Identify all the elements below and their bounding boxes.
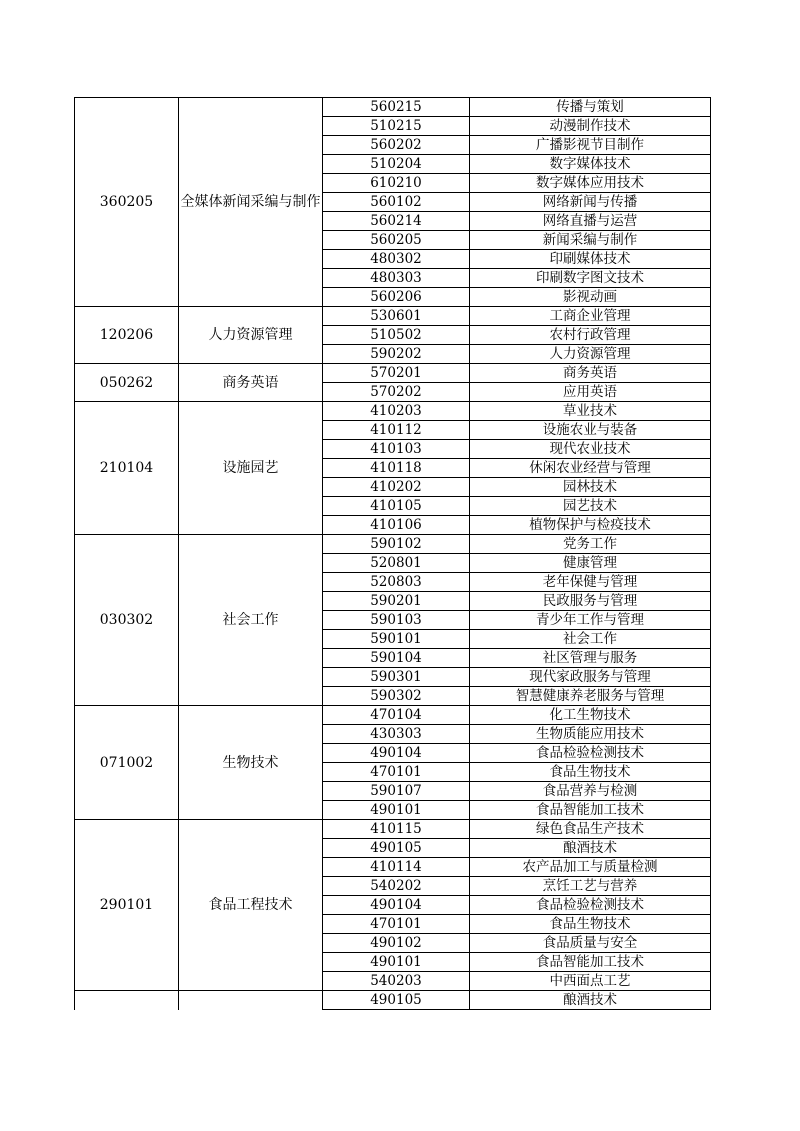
major-code-cell: 490105 [323,839,470,858]
group-name-cell [179,991,323,1010]
major-name-cell: 工商企业管理 [470,307,711,326]
group-name-cell: 人力资源管理 [179,307,323,364]
major-name-cell: 植物保护与检疫技术 [470,516,711,535]
major-code-cell: 410118 [323,459,470,478]
major-code-cell: 490105 [323,991,470,1010]
major-name-cell: 酿酒技术 [470,839,711,858]
group-code-cell [75,991,179,1010]
major-name-cell: 商务英语 [470,364,711,383]
major-name-cell: 草业技术 [470,402,711,421]
group-name-cell: 生物技术 [179,706,323,820]
group-name-cell: 社会工作 [179,535,323,706]
major-name-cell: 广播影视节目制作 [470,136,711,155]
table-row [75,402,711,421]
major-code-cell: 510502 [323,326,470,345]
major-code-cell: 520801 [323,554,470,573]
group-code-cell: 360205 [75,98,179,307]
major-name-cell: 社区管理与服务 [470,649,711,668]
major-name-cell: 人力资源管理 [470,345,711,364]
major-code-cell: 490104 [323,896,470,915]
major-code-cell: 560206 [323,288,470,307]
group-name-cell: 食品工程技术 [179,820,323,991]
major-code-cell: 570202 [323,383,470,402]
major-name-cell: 食品质量与安全 [470,934,711,953]
major-code-cell: 490101 [323,801,470,820]
major-name-cell: 绿色食品生产技术 [470,820,711,839]
major-name-cell: 数字媒体技术 [470,155,711,174]
major-code-cell: 510204 [323,155,470,174]
major-mapping-table [74,97,711,1010]
major-code-cell: 560214 [323,212,470,231]
major-code-cell: 410203 [323,402,470,421]
table-row [75,98,711,117]
major-name-cell: 党务工作 [470,535,711,554]
major-name-cell: 现代农业技术 [470,440,711,459]
major-code-cell: 590302 [323,687,470,706]
major-code-cell: 610210 [323,174,470,193]
major-name-cell: 农产品加工与质量检测 [470,858,711,877]
major-name-cell: 酿酒技术 [470,991,711,1010]
major-name-cell: 民政服务与管理 [470,592,711,611]
major-name-cell: 网络新闻与传播 [470,193,711,212]
major-code-cell: 470101 [323,915,470,934]
major-name-cell: 印刷数字图文技术 [470,269,711,288]
major-code-cell: 590201 [323,592,470,611]
major-code-cell: 590301 [323,668,470,687]
major-name-cell: 影视动画 [470,288,711,307]
major-code-cell: 560205 [323,231,470,250]
major-name-cell: 食品检验检测技术 [470,744,711,763]
table-row [75,535,711,554]
table-row [75,364,711,383]
major-code-cell: 560202 [323,136,470,155]
major-name-cell: 健康管理 [470,554,711,573]
major-code-cell: 540203 [323,972,470,991]
major-name-cell: 网络直播与运营 [470,212,711,231]
group-code-cell: 290101 [75,820,179,991]
major-name-cell: 社会工作 [470,630,711,649]
major-name-cell: 化工生物技术 [470,706,711,725]
major-code-cell: 590107 [323,782,470,801]
major-code-cell: 530601 [323,307,470,326]
major-name-cell: 智慧健康养老服务与管理 [470,687,711,706]
major-code-cell: 590103 [323,611,470,630]
table-row [75,307,711,326]
major-code-cell: 490102 [323,934,470,953]
group-name-cell: 商务英语 [179,364,323,402]
major-name-cell: 食品营养与检测 [470,782,711,801]
major-name-cell: 传播与策划 [470,98,711,117]
major-code-cell: 520803 [323,573,470,592]
major-code-cell: 570201 [323,364,470,383]
major-code-cell: 470101 [323,763,470,782]
major-code-cell: 540202 [323,877,470,896]
major-name-cell: 食品智能加工技术 [470,953,711,972]
major-name-cell: 新闻采编与制作 [470,231,711,250]
major-code-cell: 560215 [323,98,470,117]
major-name-cell: 青少年工作与管理 [470,611,711,630]
major-code-cell: 490101 [323,953,470,972]
group-name-cell: 全媒体新闻采编与制作 [179,98,323,307]
major-name-cell: 生物质能应用技术 [470,725,711,744]
major-code-cell: 410105 [323,497,470,516]
major-code-cell: 410106 [323,516,470,535]
major-code-cell: 590202 [323,345,470,364]
major-code-cell: 590102 [323,535,470,554]
major-name-cell: 休闲农业经营与管理 [470,459,711,478]
major-name-cell: 食品智能加工技术 [470,801,711,820]
major-name-cell: 现代家政服务与管理 [470,668,711,687]
major-name-cell: 动漫制作技术 [470,117,711,136]
major-code-cell: 510215 [323,117,470,136]
major-name-cell: 老年保健与管理 [470,573,711,592]
major-code-cell: 490104 [323,744,470,763]
major-name-cell: 中西面点工艺 [470,972,711,991]
major-name-cell: 数字媒体应用技术 [470,174,711,193]
major-code-cell: 480303 [323,269,470,288]
major-code-cell: 410115 [323,820,470,839]
table-row [75,820,711,839]
major-name-cell: 食品生物技术 [470,915,711,934]
major-name-cell: 食品检验检测技术 [470,896,711,915]
major-code-cell: 410114 [323,858,470,877]
major-name-cell: 农村行政管理 [470,326,711,345]
table-body [75,98,711,1010]
major-code-cell: 430303 [323,725,470,744]
major-name-cell: 设施农业与装备 [470,421,711,440]
major-code-cell: 410112 [323,421,470,440]
major-code-cell: 560102 [323,193,470,212]
major-code-cell: 410202 [323,478,470,497]
group-code-cell: 210104 [75,402,179,535]
group-code-cell: 071002 [75,706,179,820]
major-code-cell: 590104 [323,649,470,668]
major-code-cell: 590101 [323,630,470,649]
major-code-cell: 480302 [323,250,470,269]
group-code-cell: 120206 [75,307,179,364]
major-code-cell: 410103 [323,440,470,459]
major-name-cell: 应用英语 [470,383,711,402]
table-row [75,706,711,725]
major-name-cell: 园林技术 [470,478,711,497]
table-row [75,991,711,1010]
major-name-cell: 烹饪工艺与营养 [470,877,711,896]
group-code-cell: 050262 [75,364,179,402]
major-name-cell: 印刷媒体技术 [470,250,711,269]
group-name-cell: 设施园艺 [179,402,323,535]
major-name-cell: 食品生物技术 [470,763,711,782]
major-code-cell: 470104 [323,706,470,725]
major-name-cell: 园艺技术 [470,497,711,516]
group-code-cell: 030302 [75,535,179,706]
